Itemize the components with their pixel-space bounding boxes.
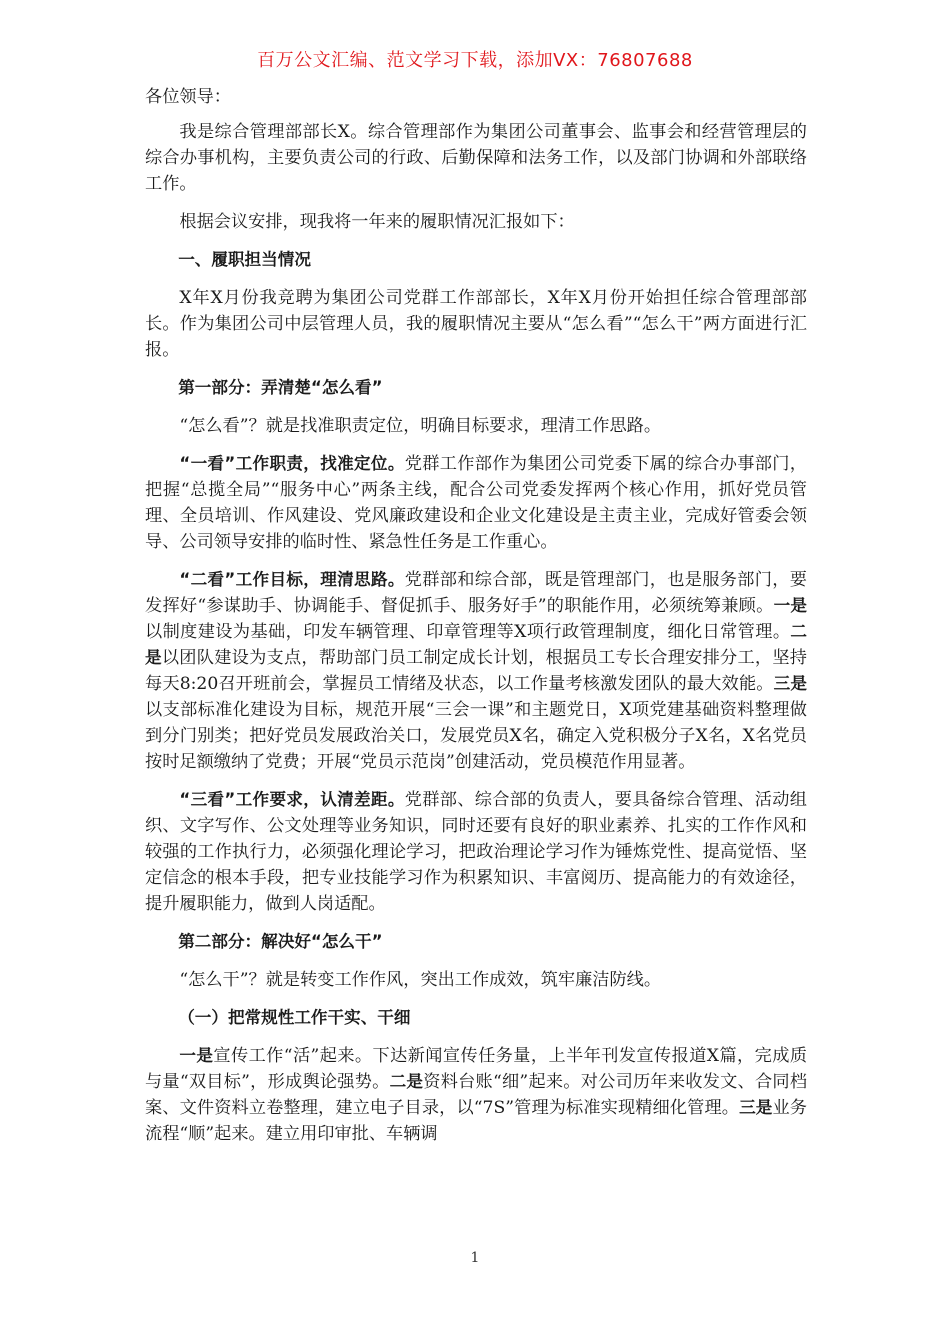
routine-point-three-keyword: 三是: [739, 1098, 773, 1117]
first-look-text: 党群工作部作为集团公司党委下属的综合办事部门，把握“总揽全局”“服务中心”两条主线，配合公司党委发挥两个核心作用，抓好党员管理、全员培训、作风建设、党风廉政建设和企业文化建设是主责主业，完成好管委会领导、公司领导安排的临时性、紧急性任务是工作重心。: [145, 454, 807, 552]
first-look-paragraph: [145, 451, 807, 555]
routine-work-paragraph: [145, 1043, 807, 1147]
point-one-keyword: 一是: [773, 596, 808, 615]
how-to-see-paragraph: “怎么看”？就是找准职责定位，明确目标要求，理清工作思路。: [179, 416, 662, 436]
point-one-text: 以制度建设为基础，印发车辆管理、印章管理等X项行政管理制度，细化日常管理。: [145, 622, 791, 642]
third-look-paragraph: [145, 787, 807, 917]
report-intro-paragraph: 根据会议安排，现我将一年来的履职情况汇报如下：: [179, 212, 575, 232]
point-two-text: 以团队建设为支点，帮助部门员工制定成长计划，根据员工专长合理安排分工，坚持每天8:20召开班前会，掌握员工情绪及状态，以工作量考核激发团队的最大效能。: [145, 648, 807, 694]
third-look-text: 党群部、综合部的负责人，要具备综合管理、活动组织、文字写作、公文处理等业务知识，同时还要有良好的职业素养、扎实的工作作风和较强的工作执行力，必须强化理论学习，把政治理论学习作为锤炼党性、提高觉悟、坚定信念的根本手段，把专业技能学习作为积累知识、丰富阅历、提高能力的有效途径，提升履职能力，做到人岗适配。: [145, 790, 807, 914]
point-two-keyword: 二是: [145, 622, 807, 667]
section-heading-1: 一、履职担当情况: [178, 250, 311, 269]
second-look-lead: “二看”工作目标，理清思路。: [179, 570, 405, 589]
routine-point-one-text: 宣传工作“活”起来。下达新闻宣传任务量，上半年刊发宣传报道X篇，完成质与量“双目标”，形成舆论强势。: [145, 1046, 808, 1092]
third-look-lead: “三看”工作要求，认清差距。: [179, 790, 405, 809]
routine-point-three-text: 业务流程“顺”起来。建立用印审批、车辆调: [145, 1098, 807, 1144]
watermark-banner: 百万公文汇编、范文学习下载，添加VX：76807688: [257, 50, 693, 71]
appointment-paragraph: X年X月份我竞聘为集团公司党群工作部部长，X年X月份开始担任综合管理部部长。作为集团公司中层管理人员，我的履职情况主要从“怎么看”“怎么干”两方面进行汇报。: [145, 288, 807, 360]
point-three-keyword: 三是: [773, 674, 807, 693]
part-one-heading: 第一部分：弄清楚“怎么看”: [178, 378, 383, 397]
salutation: 各位领导：: [145, 87, 231, 107]
routine-point-two-text: 资料台账“细”起来。对公司历年来收发文、合同档案、文件资料立卷整理，建立电子目录，以“7S”管理为标准实现精细化管理。: [145, 1072, 808, 1118]
subsection-heading-1: （一）把常规性工作干实、干细: [178, 1008, 411, 1027]
second-look-paragraph: [145, 567, 807, 775]
part-two-heading: 第二部分：解决好“怎么干”: [178, 932, 383, 951]
intro-paragraph: 我是综合管理部部长X。综合管理部作为集团公司董事会、监事会和经营管理层的综合办事机构，主要负责公司的行政、后勤保障和法务工作，以及部门协调和外部联络工作。: [145, 122, 807, 194]
page-number: 1: [470, 1250, 480, 1266]
how-to-do-paragraph: “怎么干”？就是转变工作作风，突出工作成效，筑牢廉洁防线。: [179, 970, 662, 990]
second-look-text: 党群部和综合部，既是管理部门，也是服务部门，要发挥好“参谋助手、协调能手、督促抓手、服务好手”的职能作用，必须统筹兼顾。: [145, 570, 807, 616]
routine-point-two-keyword: 二是: [389, 1072, 424, 1091]
document-body: [145, 84, 807, 1159]
first-look-lead: “一看”工作职责，找准定位。: [179, 454, 405, 473]
routine-point-one-keyword: 一是: [179, 1046, 214, 1065]
point-three-text: 以支部标准化建设为目标，规范开展“三会一课”和主题党日，X项党建基础资料整理做到分门别类；把好党员发展政治关口，发展党员X名，确定入党积极分子X名，X名党员按时足额缴纳了党费；开展“党员示范岗”创建活动，党员模范作用显著。: [145, 700, 807, 772]
